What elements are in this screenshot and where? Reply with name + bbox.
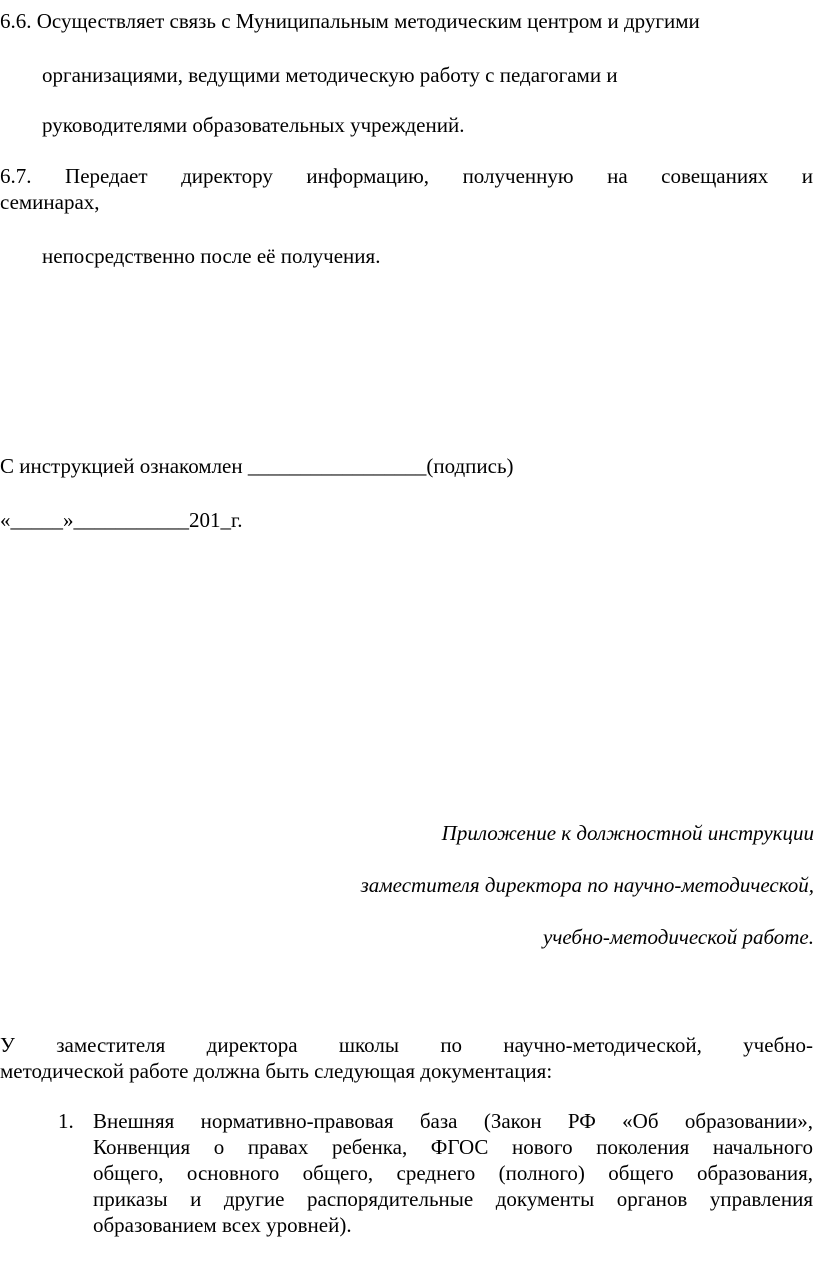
list-item-number: 1. — [58, 1109, 74, 1133]
item-6-7-line-3: непосредственно после её получения. — [42, 244, 381, 268]
list-item-line-2: Конвенция о правах ребенка, ФГОС нового поколения начального — [93, 1135, 813, 1159]
appendix-title-line-1: Приложение к должностной инструкции — [441, 821, 814, 845]
item-6-6-line-3: руководителями образовательных учреждений. — [42, 113, 465, 137]
appendix-title-line-3: учебно-методической работе. — [543, 925, 814, 949]
date-line: «_____»___________201_г. — [0, 508, 243, 532]
list-item-line-4: приказы и другие распорядительные документы органов управления — [93, 1187, 813, 1211]
list-item-line-5: образованием всех уровней). — [93, 1213, 352, 1237]
item-6-7-line-2: семинарах, — [0, 190, 100, 214]
list-item-line-3: общего, основного общего, среднего (полного) общего образования, — [93, 1161, 813, 1185]
item-6-7-line-1: 6.7. Передает директору информацию, полученную на совещаниях и — [0, 164, 813, 188]
appendix-title-line-2: заместителя директора по научно-методической, — [360, 873, 814, 897]
item-6-6-line-2: организациями, ведущими методическую работу с педагогами и — [42, 63, 618, 87]
intro-line-2: методической работе должна быть следующая документация: — [0, 1059, 553, 1083]
item-6-6-line-1: 6.6. Осуществляет связь с Муниципальным методическим центром и другими — [0, 9, 700, 33]
acknowledgement-signature-line: С инструкцией ознакомлен _________________(подпись) — [0, 454, 514, 478]
intro-line-1: У заместителя директора школы по научно-методической, учебно- — [0, 1033, 813, 1057]
list-item — [93, 1108, 813, 1238]
list-item-line-1: Внешняя нормативно-правовая база (Закон РФ «Об образовании», — [93, 1109, 813, 1133]
